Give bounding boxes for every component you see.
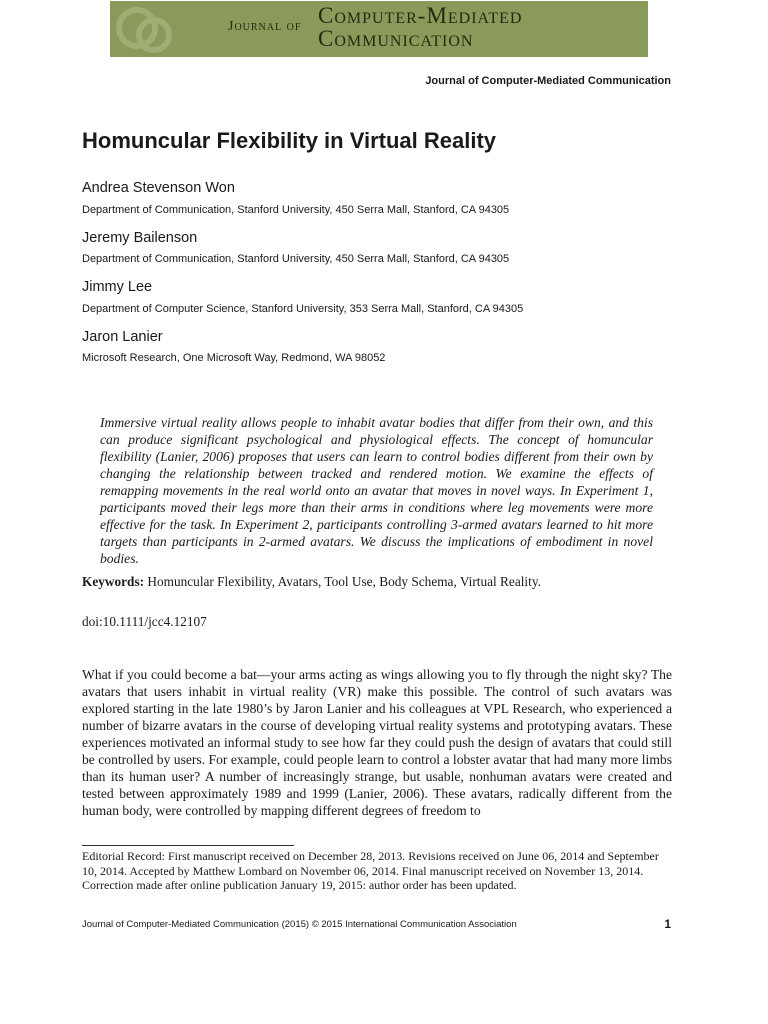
footnote: Editorial Record: First manuscript received on December 28, 2013. Revisions received on June 06, 2014 and September 10, 2014. Accepted by Matthew Lombard on November 06, 2014. Final manuscript received on November 13, 2014. Correction made after online publication January 19, 2015: author order has been updated. bbox=[82, 849, 659, 893]
banner-title-line2: Communication bbox=[318, 26, 474, 51]
keywords-label: Keywords: bbox=[82, 574, 145, 589]
banner-journal-of: Journal of bbox=[228, 19, 302, 34]
journal-logo-icon bbox=[112, 3, 174, 55]
page-number: 1 bbox=[664, 917, 671, 931]
author-affiliation: Department of Computer Science, Stanford University, 353 Serra Mall, Stanford, CA 94305 bbox=[82, 303, 524, 315]
author-affiliation: Department of Communication, Stanford University, 450 Serra Mall, Stanford, CA 94305 bbox=[82, 253, 510, 265]
journal-banner bbox=[110, 1, 648, 57]
author-name: Jeremy Bailenson bbox=[82, 230, 198, 246]
banner-title-line1: Computer-Mediated bbox=[318, 3, 523, 28]
paper-title: Homuncular Flexibility in Virtual Reality bbox=[82, 128, 497, 153]
author-affiliation: Department of Communication, Stanford University, 450 Serra Mall, Stanford, CA 94305 bbox=[82, 204, 510, 216]
keywords bbox=[82, 574, 541, 590]
footnote-divider bbox=[82, 845, 294, 846]
doi: doi:10.1111/jcc4.12107 bbox=[82, 614, 207, 629]
author-name: Jimmy Lee bbox=[82, 279, 153, 295]
keywords-text: Homuncular Flexibility, Avatars, Tool Use, Body Schema, Virtual Reality. bbox=[147, 574, 541, 589]
running-head: Journal of Computer-Mediated Communication bbox=[425, 75, 671, 87]
banner-journal-title bbox=[318, 4, 522, 50]
author-affiliation: Microsoft Research, One Microsoft Way, Redmond, WA 98052 bbox=[82, 352, 386, 364]
author-name: Andrea Stevenson Won bbox=[82, 180, 235, 196]
abstract: Immersive virtual reality allows people to inhabit avatar bodies that differ from their own, and this can produce significant psychological and physiological effects. The concept of homuncular flexibility (Lanier, 2006) proposes that users can learn to control bodies different from their own by changing the relationship between tracked and rendered motion. We examine the effects of remapping movements in the real world onto an avatar that moves in novel ways. In Experiment 1, participants moved their legs more than their arms in conditions where leg movements were more effective for the task. In Experiment 2, participants controlling 3-armed avatars learned to hit more targets than participants in 2-armed avatars. We discuss the implications of embodiment in novel bodies. bbox=[100, 415, 653, 566]
page-footer: Journal of Computer-Mediated Communication (2015) © 2015 International Communication Association bbox=[82, 919, 517, 930]
author-name: Jaron Lanier bbox=[82, 329, 163, 345]
body-paragraph: What if you could become a bat—your arms acting as wings allowing you to fly through the night sky? The avatars that users inhabit in virtual reality (VR) make this possible. The control of such avatars was explored starting in the late 1980’s by Jaron Lanier and his colleagues at VPL Research, who experienced a number of bizarre avatars in the course of developing virtual reality systems and prototyping avatars. These experiences motivated an informal study to see how far they could push the design of avatars that could still be controlled by users. For example, could people learn to control a lobster avatar that had many more limbs than its human user? A number of increasingly strange, but usable, nonhuman avatars were created and tested between approximately 1989 and 1999 (Lanier, 2006). These avatars, radically different from the human body, were controlled by mapping different degrees of freedom to bbox=[82, 667, 672, 818]
